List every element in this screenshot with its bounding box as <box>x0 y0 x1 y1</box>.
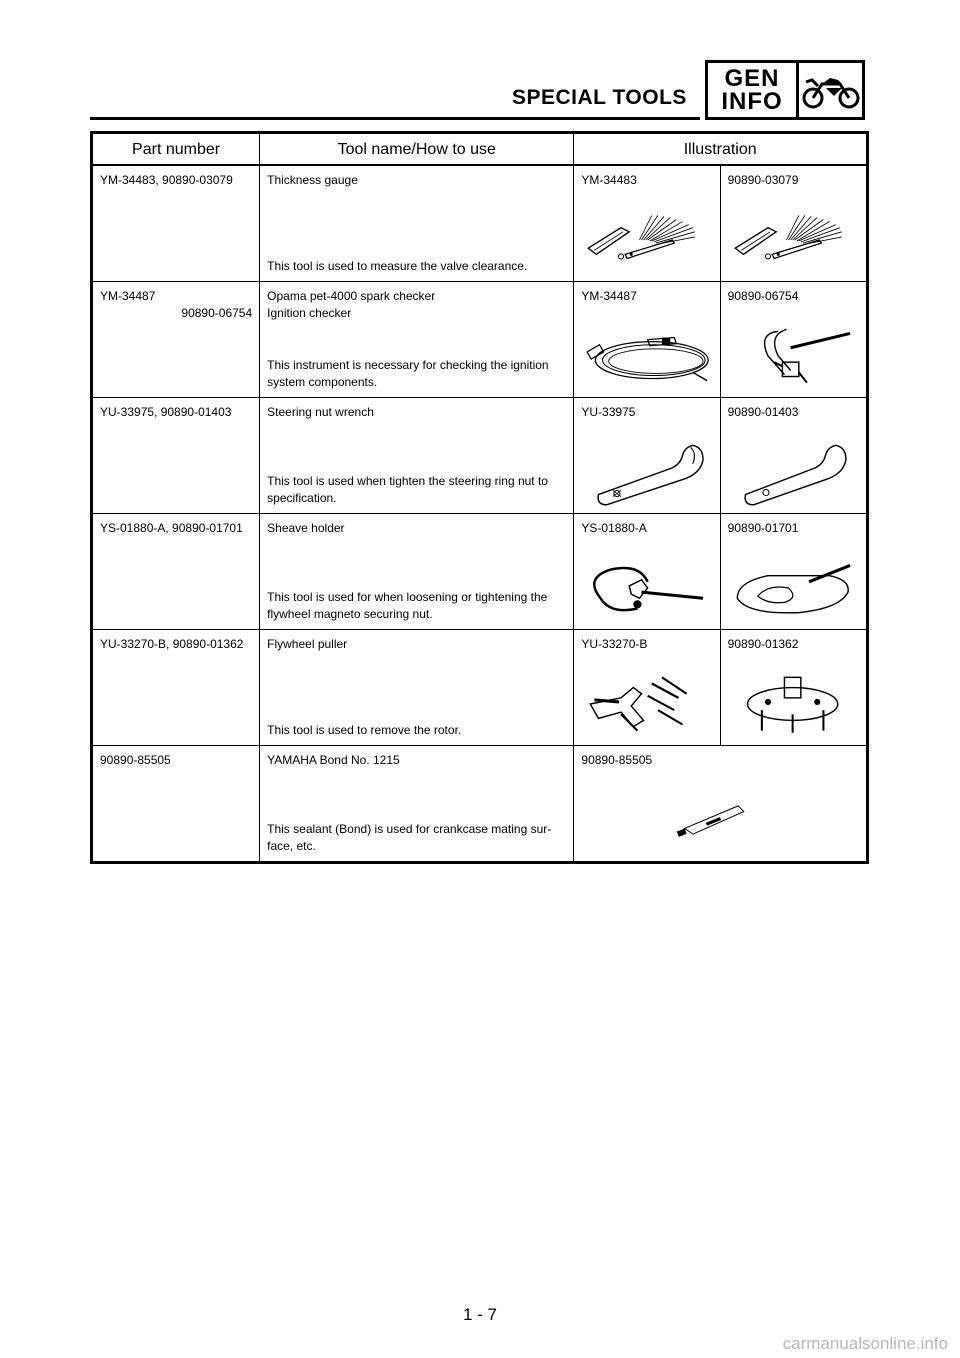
thickness-gauge-icon <box>580 205 713 275</box>
tool-name: Steering nut wrench <box>267 405 374 419</box>
tool-usage: This instrument is necessary for checking the ignition system components. <box>267 358 549 389</box>
part-number: YU-33270-B, 90890-01362 <box>100 637 244 651</box>
tool-usage: This tool is used when tighten the steering ring nut to specification. <box>267 474 548 505</box>
tool-name-cell <box>260 165 574 282</box>
steering-nut-wrench-icon <box>580 437 713 507</box>
illustration-label: 90890-01403 <box>727 405 799 419</box>
header-rule <box>90 117 700 120</box>
tool-name: YAMAHA Bond No. 1215 <box>267 753 400 767</box>
table-row <box>92 514 868 630</box>
tool-name-cell <box>260 282 574 398</box>
part-number-cell <box>92 746 260 863</box>
illustration-label: 90890-01362 <box>727 637 799 651</box>
tool-usage: This tool is used for when loosening or tightening the flywheel magneto securing nut. <box>267 590 548 621</box>
tool-name-cell <box>260 514 574 630</box>
part-number-cell <box>92 165 260 282</box>
sealant-tube-icon <box>614 785 826 855</box>
illustration-cell <box>574 282 720 398</box>
table-header-row <box>92 133 868 166</box>
motorcycle-icon <box>799 63 862 117</box>
tool-usage: This tool is used to measure the valve clearance. <box>267 259 528 273</box>
thickness-gauge-icon <box>727 205 860 275</box>
part-number: YM-34487 <box>100 289 156 303</box>
column-header-part-number: Part number <box>92 133 260 166</box>
tool-usage: This tool is used to remove the rotor. <box>267 723 462 737</box>
part-number: 90890-85505 <box>100 753 171 767</box>
special-tools-table <box>90 131 869 864</box>
illustration-cell <box>720 630 867 746</box>
table-row <box>92 630 868 746</box>
illustration-label: YM-34483 <box>581 173 637 187</box>
tool-name: Sheave holder <box>267 521 345 535</box>
part-number-cell <box>92 514 260 630</box>
table-row <box>92 282 868 398</box>
illustration-label: 90890-01701 <box>727 521 799 535</box>
table-row <box>92 398 868 514</box>
illustration-label: 90890-03079 <box>727 173 799 187</box>
tool-name-cell <box>260 746 574 863</box>
badge-line-gen: GEN <box>724 65 780 92</box>
illustration-label: YU-33975 <box>581 405 636 419</box>
table-row <box>92 165 868 282</box>
tool-name-secondary: Ignition checker <box>267 306 352 320</box>
illustration-cell <box>720 165 867 282</box>
illustration-label: YU-33270-B <box>581 637 648 651</box>
tool-name-cell <box>260 630 574 746</box>
illustration-label: YM-34487 <box>581 289 637 303</box>
illustration-label: YS-01880-A <box>581 521 647 535</box>
page-title: SPECIAL TOOLS <box>512 86 687 109</box>
illustration-cell <box>574 398 720 514</box>
illustration-cell <box>574 746 868 863</box>
badge-line-info: INFO <box>721 88 783 115</box>
section-badge <box>705 60 865 120</box>
sheave-holder-alt-icon <box>727 553 860 623</box>
part-number-cell <box>92 398 260 514</box>
part-number-cell <box>92 630 260 746</box>
illustration-label: 90890-85505 <box>581 753 653 767</box>
part-number-cell <box>92 282 260 398</box>
section-badge-text <box>708 63 799 117</box>
illustration-cell <box>574 630 720 746</box>
tool-name: Opama pet-4000 spark checker <box>267 289 436 303</box>
sheave-holder-icon <box>580 553 713 623</box>
tool-usage: This sealant (Bond) is used for crankcase mating sur-face, etc. <box>267 822 552 853</box>
ignition-checker-icon <box>727 321 860 391</box>
flywheel-puller-icon <box>580 669 713 739</box>
watermark: carmanualsonline.info <box>782 1334 948 1353</box>
page-number: 1 - 7 <box>462 1305 498 1324</box>
tool-name: Thickness gauge <box>267 173 358 187</box>
column-header-illustration: Illustration <box>574 133 868 166</box>
part-number: YM-34483, 90890-03079 <box>100 173 233 187</box>
column-header-tool-name: Tool name/How to use <box>260 133 574 166</box>
tool-name: Flywheel puller <box>267 637 348 651</box>
table-row <box>92 746 868 863</box>
spark-checker-icon <box>580 321 713 391</box>
illustration-cell <box>720 398 867 514</box>
illustration-cell <box>720 514 867 630</box>
illustration-cell <box>720 282 867 398</box>
tool-name-cell <box>260 398 574 514</box>
illustration-cell <box>574 165 720 282</box>
part-number-secondary: 90890-06754 <box>181 306 253 320</box>
illustration-cell <box>574 514 720 630</box>
flywheel-puller-alt-icon <box>727 669 860 739</box>
wrench-alt-icon <box>727 437 860 507</box>
illustration-label: 90890-06754 <box>727 289 799 303</box>
part-number: YU-33975, 90890-01403 <box>100 405 232 419</box>
part-number: YS-01880-A, 90890-01701 <box>100 521 243 535</box>
